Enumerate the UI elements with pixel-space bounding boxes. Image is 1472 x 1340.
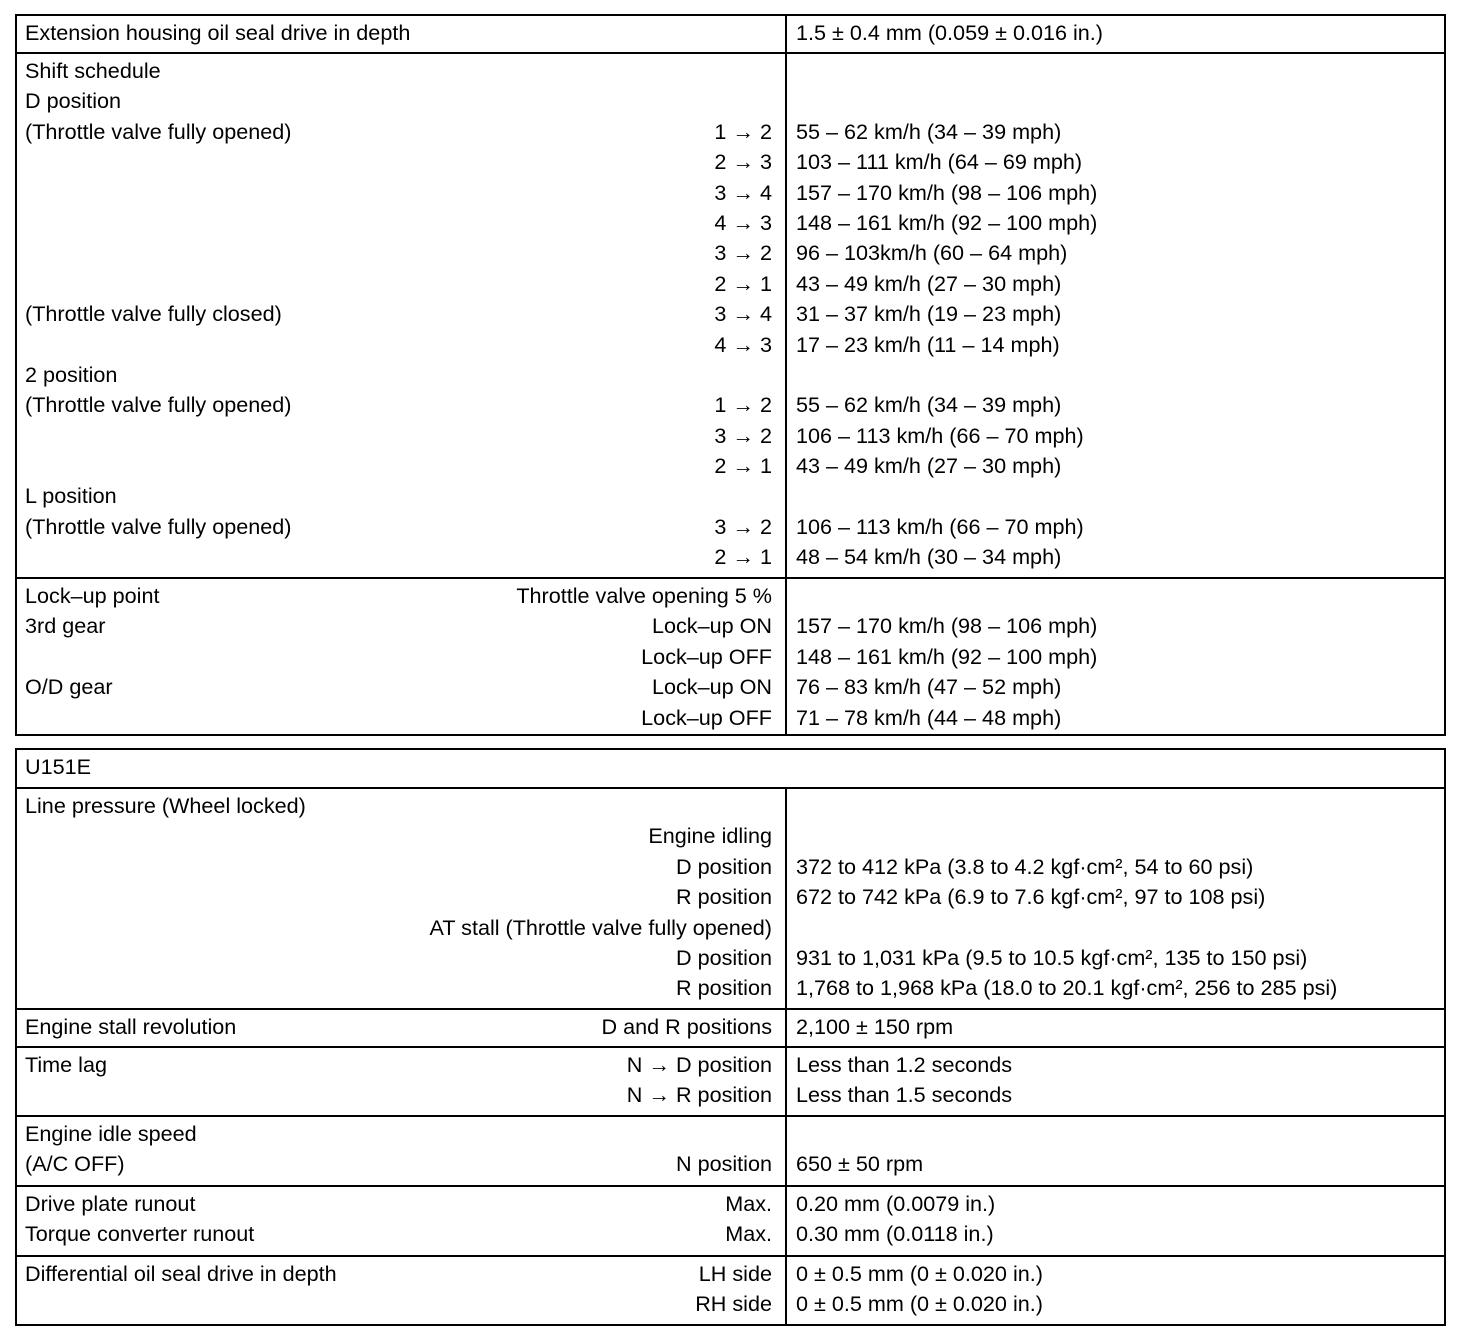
throttle-condition-label: (Throttle valve fully opened)	[25, 118, 292, 144]
spec-label-cell	[17, 178, 785, 208]
shift-range: 2 → 1	[714, 544, 772, 570]
spec-row	[17, 421, 1444, 451]
spec-condition: Max.	[725, 1191, 772, 1216]
spec-value: Less than 1.2 seconds	[796, 1052, 1013, 1077]
spec-label: Drive plate runout	[25, 1191, 196, 1216]
speed-value: 55 – 62 km/h (34 – 39 mph)	[796, 392, 1062, 418]
spec-condition: RH side	[695, 1291, 772, 1317]
spec-label-cell	[17, 882, 785, 912]
spec-value: 650 ± 50 rpm	[796, 1151, 924, 1177]
spec-row	[17, 642, 1444, 672]
speed-value: 43 – 49 km/h (27 – 30 mph)	[796, 270, 1062, 296]
spec-row	[17, 18, 1444, 48]
spec-label-cell	[17, 1219, 785, 1249]
speed-value: 148 – 161 km/h (92 – 100 mph)	[796, 209, 1098, 235]
shift-range: 1 → 2	[714, 392, 772, 418]
spec-condition: D and R positions	[601, 1014, 772, 1039]
pressure-value: 672 to 742 kPa (6.9 to 7.6 kgf·cm², 97 to 108 psi)	[796, 884, 1266, 910]
shift-range: 3 → 2	[714, 422, 772, 448]
spec-row	[17, 1119, 1444, 1149]
spec-row	[17, 1050, 1444, 1080]
shift-range: 1 → 2	[714, 118, 772, 144]
spec-label-cell	[17, 451, 785, 481]
shift-range: 4 → 3	[714, 331, 772, 357]
spec-label: Extension housing oil seal drive in depth	[25, 20, 411, 45]
spec-label-cell	[17, 86, 785, 116]
spec-row	[17, 611, 1444, 641]
spec-row	[17, 208, 1444, 238]
shift-position: D position	[675, 944, 772, 970]
lockup-state: Lock–up ON	[651, 613, 772, 639]
lockup-state: Lock–up ON	[651, 674, 772, 700]
spec-row	[17, 852, 1444, 882]
throttle-condition-label: (Throttle valve fully opened)	[25, 513, 292, 539]
spec-label-cell	[17, 330, 785, 360]
spec-row	[17, 360, 1444, 390]
spec-label-cell	[17, 791, 785, 821]
shift-position: R position	[675, 884, 772, 910]
spec-row	[17, 1080, 1444, 1110]
spec-row	[17, 1189, 1444, 1219]
lockup-point-label: Lock–up point	[25, 583, 160, 608]
spec-label: Engine stall revolution	[25, 1014, 237, 1039]
at-stall-label: AT stall (Throttle valve fully opened)	[429, 914, 772, 940]
speed-value: 106 – 113 km/h (66 – 70 mph)	[796, 422, 1084, 448]
speed-value: 43 – 49 km/h (27 – 30 mph)	[796, 453, 1062, 479]
spec-row	[17, 1289, 1444, 1319]
spec-row	[17, 882, 1444, 912]
speed-value: 106 – 113 km/h (66 – 70 mph)	[796, 513, 1084, 539]
spec-value: 1.5 ± 0.4 mm (0.059 ± 0.016 in.)	[796, 20, 1103, 45]
spec-row	[17, 821, 1444, 851]
spec-label: Time lag	[25, 1052, 107, 1077]
spec-row	[17, 542, 1444, 572]
engine-idle-speed-section	[15, 1115, 1446, 1187]
spec-value: 0 ± 0.5 mm (0 ± 0.020 in.)	[796, 1261, 1043, 1286]
spec-row	[17, 390, 1444, 420]
spec-row	[17, 581, 1444, 611]
speed-value: 55 – 62 km/h (34 – 39 mph)	[796, 118, 1062, 144]
spec-row	[17, 791, 1444, 821]
spec-label-cell	[17, 642, 785, 672]
spec-label-cell	[17, 973, 785, 1003]
line-pressure-label: Line pressure (Wheel locked)	[25, 793, 306, 818]
spec-label-cell	[17, 943, 785, 973]
pressure-value: 931 to 1,031 kPa (9.5 to 10.5 kgf·cm², 135 to 150 psi)	[796, 944, 1308, 970]
shift-range: 3 → 4	[714, 301, 772, 327]
speed-value: 157 – 170 km/h (98 – 106 mph)	[796, 613, 1098, 639]
shift-range: 2 → 1	[714, 453, 772, 479]
throttle-condition-label: (Throttle valve fully opened)	[25, 392, 292, 418]
shift-range: 3 → 2	[714, 240, 772, 266]
spec-label-cell	[17, 56, 785, 86]
runout-section	[15, 1185, 1446, 1257]
spec-label-cell	[17, 421, 785, 451]
shift-schedule-section	[15, 52, 1446, 579]
spec-label-cell	[17, 1259, 785, 1289]
spec-label-cell	[17, 390, 785, 420]
pressure-value: 1,768 to 1,968 kPa (18.0 to 20.1 kgf·cm², 256 to 285 psi)	[796, 975, 1338, 1001]
spec-condition: Max.	[725, 1221, 772, 1247]
spec-label-cell	[17, 1050, 785, 1080]
speed-value: 31 – 37 km/h (19 – 23 mph)	[796, 301, 1062, 327]
spec-value: Less than 1.5 seconds	[796, 1082, 1013, 1108]
shift-range: 3 → 4	[714, 179, 772, 205]
lockup-state: Lock–up OFF	[641, 643, 772, 669]
spec-row	[17, 1259, 1444, 1289]
gear-label: 3rd gear	[25, 613, 106, 639]
spec-row	[17, 512, 1444, 542]
spec-row	[17, 269, 1444, 299]
spec-row	[17, 147, 1444, 177]
shift-position: R position	[675, 975, 772, 1001]
spec-value: 2,100 ± 150 rpm	[796, 1014, 954, 1039]
spec-row	[17, 178, 1444, 208]
spec-row	[17, 973, 1444, 1003]
spec-label-cell	[17, 913, 785, 943]
pressure-value: 372 to 412 kPa (3.8 to 4.2 kgf·cm², 54 to 60 psi)	[796, 853, 1254, 879]
speed-value: 103 – 111 km/h (64 – 69 mph)	[796, 149, 1083, 175]
spec-label: Differential oil seal drive in depth	[25, 1261, 337, 1286]
spec-label: Torque converter runout	[25, 1221, 255, 1247]
spec-row	[17, 1149, 1444, 1179]
d-position-label: D position	[25, 88, 122, 114]
speed-value: 48 – 54 km/h (30 – 34 mph)	[796, 544, 1062, 570]
speed-value: 17 – 23 km/h (11 – 14 mph)	[796, 331, 1060, 357]
spec-label-cell	[17, 542, 785, 572]
spec-condition: N position	[675, 1151, 772, 1177]
spec-row	[17, 752, 1444, 782]
throttle-condition-label: (Throttle valve fully closed)	[25, 301, 282, 327]
spec-row	[17, 117, 1444, 147]
extension-housing-seal-section	[15, 14, 1446, 54]
spec-value: 0 ± 0.5 mm (0 ± 0.020 in.)	[796, 1291, 1043, 1317]
lockup-point-section	[15, 577, 1446, 736]
spec-label-cell	[17, 147, 785, 177]
spec-row	[17, 451, 1444, 481]
spec-row	[17, 1012, 1444, 1042]
spec-row	[17, 481, 1444, 511]
spec-row	[17, 86, 1444, 116]
spec-sublabel: (A/C OFF)	[25, 1151, 125, 1177]
speed-value: 157 – 170 km/h (98 – 106 mph)	[796, 179, 1098, 205]
spec-label-cell	[17, 208, 785, 238]
spec-label-cell	[17, 481, 785, 511]
speed-value: 96 – 103km/h (60 – 64 mph)	[796, 240, 1068, 266]
lockup-condition: Throttle valve opening 5 %	[516, 583, 772, 608]
spec-condition: LH side	[698, 1261, 772, 1286]
shift-range: 3 → 2	[714, 513, 772, 539]
l-position-label: L position	[25, 483, 117, 509]
spec-row	[17, 56, 1444, 86]
spec-label-cell	[17, 512, 785, 542]
engine-stall-revolution-section	[15, 1008, 1446, 1048]
spec-label-cell	[17, 360, 785, 390]
position-2-label: 2 position	[25, 361, 118, 387]
spec-label-cell	[17, 703, 785, 733]
spec-value: 0.30 mm (0.0118 in.)	[796, 1221, 994, 1247]
spec-row	[17, 299, 1444, 329]
spec-label-cell	[17, 672, 785, 702]
spec-value: 0.20 mm (0.0079 in.)	[796, 1191, 996, 1216]
speed-value: 148 – 161 km/h (92 – 100 mph)	[796, 643, 1098, 669]
lockup-state: Lock–up OFF	[641, 704, 772, 730]
spec-label-cell	[17, 1289, 785, 1319]
shift-range: 2 → 3	[714, 149, 772, 175]
spec-row	[17, 672, 1444, 702]
shift-range: 4 → 3	[714, 209, 772, 235]
spec-label-cell	[17, 821, 785, 851]
shift-schedule-title: Shift schedule	[25, 58, 161, 83]
spec-label-cell	[17, 581, 785, 611]
spec-label-cell	[17, 1189, 785, 1219]
spec-row	[17, 703, 1444, 733]
spec-label-cell	[17, 1080, 785, 1110]
shift-position: D position	[675, 853, 772, 879]
differential-oil-seal-section	[15, 1255, 1446, 1326]
spec-condition: N → R position	[626, 1082, 772, 1108]
spec-label-cell	[17, 269, 785, 299]
spec-row	[17, 943, 1444, 973]
spec-label-cell	[17, 1119, 785, 1149]
line-pressure-section	[15, 787, 1446, 1010]
transmission-model-header	[15, 748, 1446, 789]
spec-condition: N → D position	[626, 1052, 772, 1077]
spec-row	[17, 238, 1444, 268]
spec-row	[17, 913, 1444, 943]
spec-label-cell	[17, 1149, 785, 1179]
spec-label: Engine idle speed	[25, 1121, 197, 1146]
gear-label: O/D gear	[25, 674, 113, 700]
transmission-model: U151E	[25, 754, 92, 779]
spec-label-cell	[17, 852, 785, 882]
speed-value: 71 – 78 km/h (44 – 48 mph)	[796, 704, 1062, 730]
speed-value: 76 – 83 km/h (47 – 52 mph)	[796, 674, 1062, 700]
time-lag-section	[15, 1046, 1446, 1117]
engine-idling-label: Engine idling	[648, 823, 772, 849]
spec-label-cell	[17, 18, 785, 48]
spec-label-cell	[17, 611, 785, 641]
spec-row	[17, 330, 1444, 360]
spec-label-cell	[17, 117, 785, 147]
spec-label-cell	[17, 1012, 785, 1042]
spec-label-cell	[17, 238, 785, 268]
spec-label-cell	[17, 299, 785, 329]
spec-row	[17, 1219, 1444, 1249]
shift-range: 2 → 1	[714, 270, 772, 296]
